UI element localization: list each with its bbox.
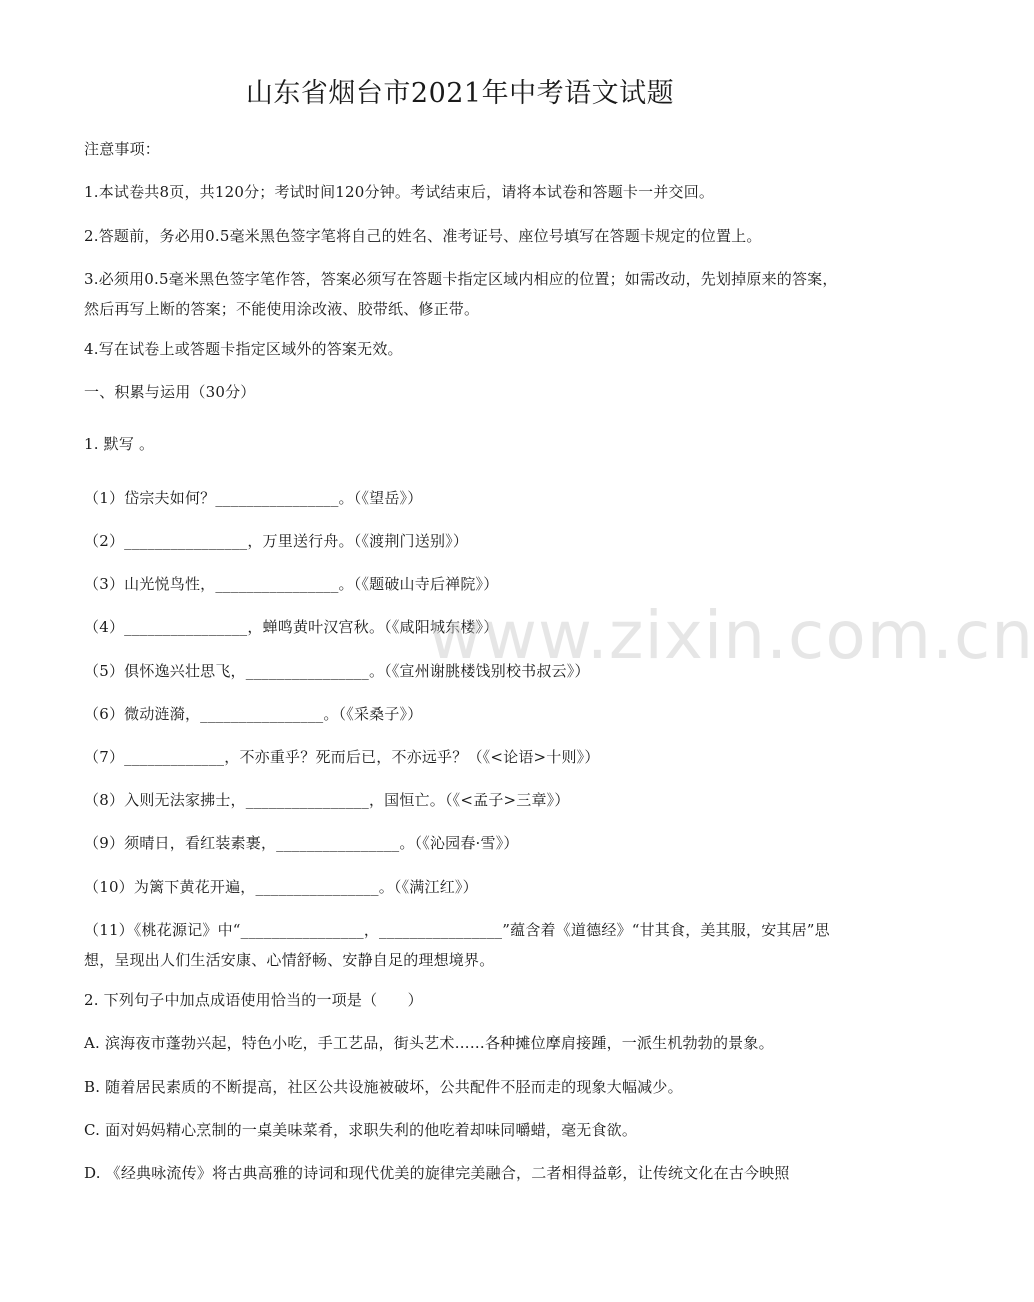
answer-option-a: A. 滨海夜市蓬勃兴起，特色小吃，手工艺品，街头艺术……各种摊位摩肩接踵，一派生机勃勃的景象。	[84, 1034, 774, 1052]
question-stem: 2. 下列句子中加点成语使用恰当的一项是（ ）	[84, 991, 423, 1009]
answer-option-c: C. 面对妈妈精心烹制的一桌美味菜肴，求职失利的他吃着却味同嚼蜡，毫无食欲。	[84, 1121, 638, 1139]
answer-option-d: D. 《经典咏流传》将古典高雅的诗词和现代优美的旋律完美融合，二者相得益彰，让传统文化在古今映照	[84, 1164, 790, 1182]
answer-option-b: B. 随着居民素质的不断提高，社区公共设施被破坏，公共配件不胫而走的现象大幅减少。	[84, 1078, 683, 1096]
question-item: （4）________________，蝉鸣黄叶汉宫秋。（《咸阳城东楼》）	[84, 618, 499, 636]
question-item: （5）俱怀逸兴壮思飞，________________。（《宣州谢朓楼饯别校书叔云》）	[84, 662, 590, 680]
question-item: （9）须晴日，看红装素裹，________________。（《沁园春·雪》）	[84, 834, 519, 852]
page-title: 山东省烟台市2021年中考语文试题	[245, 78, 675, 109]
question-item: （1）岱宗夫如何？________________。（《望岳》）	[84, 489, 423, 507]
notice-item: 4.写在试卷上或答题卡指定区域外的答案无效。	[84, 340, 403, 358]
notice-item: 3.必须用0.5毫米黑色签字笔作答，答案必须写在答题卡指定区域内相应的位置；如需改动，先划掉原来的答案，然后再写上断的答案；不能使用涂改液、胶带纸、修正带。	[84, 270, 838, 318]
question-item: （2）________________，万里送行舟。（《渡荆门送别》）	[84, 532, 469, 550]
question-item: （7）_____________，不亦重乎？死而后已，不亦远乎？（《<论语>十则》）	[84, 748, 600, 766]
question-item: （3）山光悦鸟性，________________。（《题破山寺后禅院》）	[84, 575, 499, 593]
question-item: （8）入则无法家拂士，________________，国恒亡。（《<孟子>三章》）	[84, 791, 570, 809]
watermark: www.zixin.com.cn	[428, 597, 1034, 674]
question-item: （10）为篱下黄花开遍，________________。（《满江红》）	[84, 878, 478, 896]
notice-heading: 注意事项：	[84, 140, 161, 158]
question-stem: 1. 默写 。	[84, 435, 155, 453]
section-heading: 一、积累与运用（30分）	[84, 383, 256, 401]
question-item: （6）微动涟漪，________________。（《采桑子》）	[84, 705, 423, 723]
question-item: （11）《桃花源记》中“________________，________________”蕴含着《道德经》“甘其食，美其服，安其居”思想，呈现出人们生活安康、心情舒畅、安静自足的理想境界。	[84, 921, 830, 969]
notice-item: 2.答题前，务必用0.5毫米黑色签字笔将自己的姓名、准考证号、座位号填写在答题卡规定的位置上。	[84, 227, 762, 245]
notice-item: 1.本试卷共8页，共120分；考试时间120分钟。考试结束后，请将本试卷和答题卡一并交回。	[84, 183, 715, 201]
